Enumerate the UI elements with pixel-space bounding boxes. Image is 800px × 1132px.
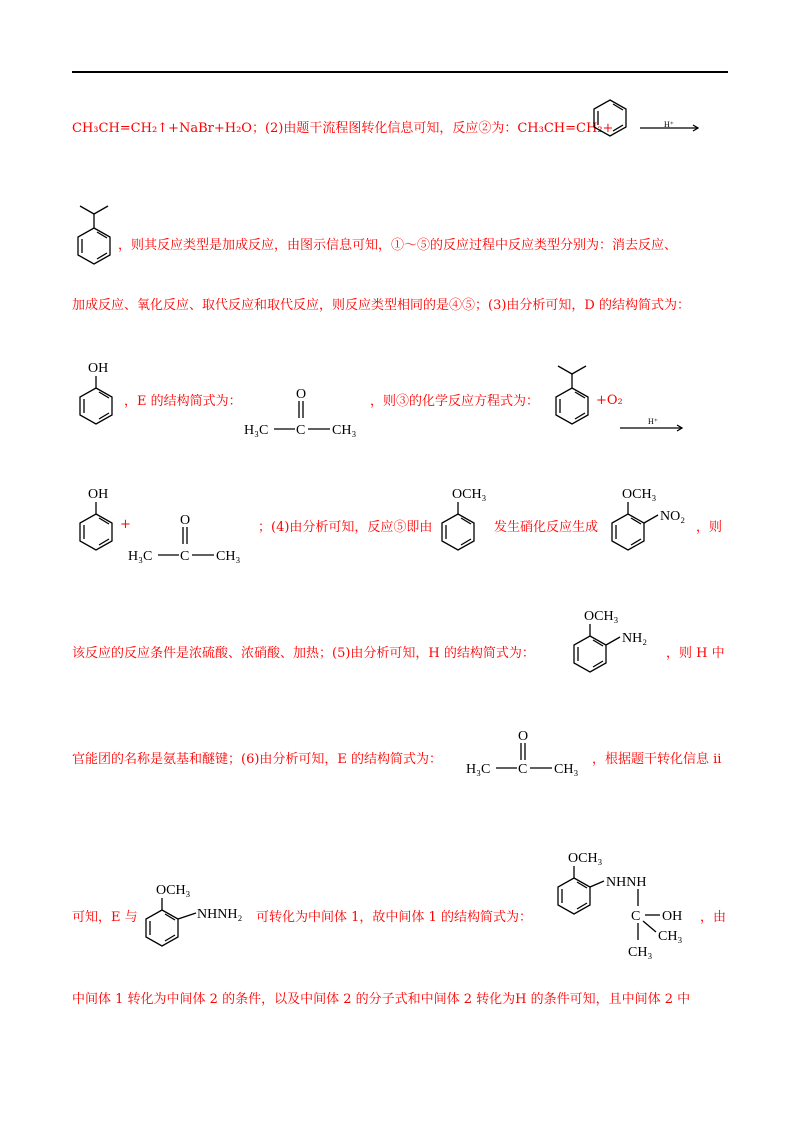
svg-text:OCH₃: OCH₃ [622, 487, 657, 502]
svg-text:OH: OH [88, 487, 109, 502]
svg-text:H₃C: H₃C [466, 762, 491, 777]
anisole-structure [434, 484, 494, 564]
svg-text:NH₂: NH₂ [622, 631, 648, 646]
intermediate-1-structure [552, 848, 702, 962]
text-line-3: 加成反应、氧化反应、取代反应和取代反应，则反应类型相同的是④⑤；(3)由分析可知，D 的结构简式为： [72, 298, 690, 313]
text-line-4a: ，E 的结构简式为： [124, 394, 242, 409]
svg-text:CH₃: CH₃ [554, 762, 579, 777]
svg-text:C: C [296, 423, 306, 438]
benzene-structure [592, 96, 632, 144]
svg-text:O: O [518, 729, 529, 744]
cumene-structure-2 [550, 360, 594, 436]
svg-text:H₃C: H₃C [244, 423, 269, 438]
text-line-8a: 可知，E 与 [72, 910, 138, 925]
text-line-2: ，则其反应类型是加成反应，由图示信息可知，①～⑤的反应过程中反应类型分别为：消去反应、 [118, 238, 678, 253]
arrow-condition-1: H⁺ [664, 120, 674, 129]
text-line-4c: +O₂ [596, 393, 623, 408]
text-line-5b: ；(4)由分析可知，反应⑤即由 [258, 520, 433, 535]
oh-label: OH [88, 361, 109, 376]
text-line-5a: + [120, 517, 131, 532]
svg-text:C: C [631, 909, 641, 924]
svg-text:H₃C: H₃C [128, 549, 153, 564]
arrow-condition-2: H⁺ [648, 417, 658, 426]
cumene-structure [72, 200, 116, 274]
svg-text:C: C [518, 762, 528, 777]
text-line-8b: 可转化为中间体 1，故中间体 1 的结构简式为： [256, 910, 532, 925]
svg-text:C: C [180, 549, 190, 564]
svg-text:NO₂: NO₂ [660, 509, 686, 524]
svg-text:OCH₃: OCH₃ [452, 487, 487, 502]
anisidine-structure-h [568, 606, 664, 686]
phenol-structure-d [74, 358, 118, 434]
text-line-1: CH₃CH=CH₂↑+NaBr+H₂O；(2)由题干流程图转化信息可知，反应②为：CH₃CH=CH₂+ [72, 121, 614, 136]
acetone-structure-e-2 [466, 726, 592, 778]
svg-text:OH: OH [662, 909, 683, 924]
text-line-5d: ，则 [696, 520, 723, 535]
svg-text:NHNH: NHNH [606, 875, 647, 890]
hydrazine-structure [140, 880, 256, 960]
svg-text:OCH₃: OCH₃ [156, 883, 191, 898]
nitroanisole-structure [606, 484, 702, 564]
text-line-4b: ，则③的化学反应方程式为： [370, 394, 540, 409]
phenol-structure-product [74, 484, 118, 562]
text-line-7a: 官能团的名称是氨基和醚键；(6)由分析可知，E 的结构简式为： [72, 752, 443, 767]
text-line-7b: ，根据题干转化信息 ii [592, 752, 722, 767]
acetone-structure-product [128, 510, 254, 564]
svg-text:CH₃: CH₃ [332, 423, 357, 438]
text-line-6b: ，则 H 中 [666, 646, 725, 661]
text-line-8c: ，由 [700, 910, 727, 925]
svg-text:NHNH₂: NHNH₂ [197, 907, 243, 922]
svg-text:CH₃: CH₃ [628, 945, 653, 960]
text-line-9: 中间体 1 转化为中间体 2 的条件，以及中间体 2 的分子式和中间体 2 转化为H 的条件可知，且中间体 2 中 [72, 992, 691, 1007]
svg-text:OCH₃: OCH₃ [568, 851, 603, 866]
svg-text:O: O [296, 387, 307, 402]
text-line-6a: 该反应的反应条件是浓硫酸、浓硝酸、加热；(5)由分析可知，H 的结构简式为： [72, 646, 535, 661]
svg-text:OCH₃: OCH₃ [584, 609, 619, 624]
svg-text:O: O [180, 513, 191, 528]
svg-text:CH₃: CH₃ [216, 549, 241, 564]
header-rule [72, 71, 728, 73]
text-line-5c: 发生硝化反应生成 [494, 520, 599, 535]
svg-text:CH₃: CH₃ [658, 929, 683, 944]
acetone-structure-e [244, 384, 370, 438]
